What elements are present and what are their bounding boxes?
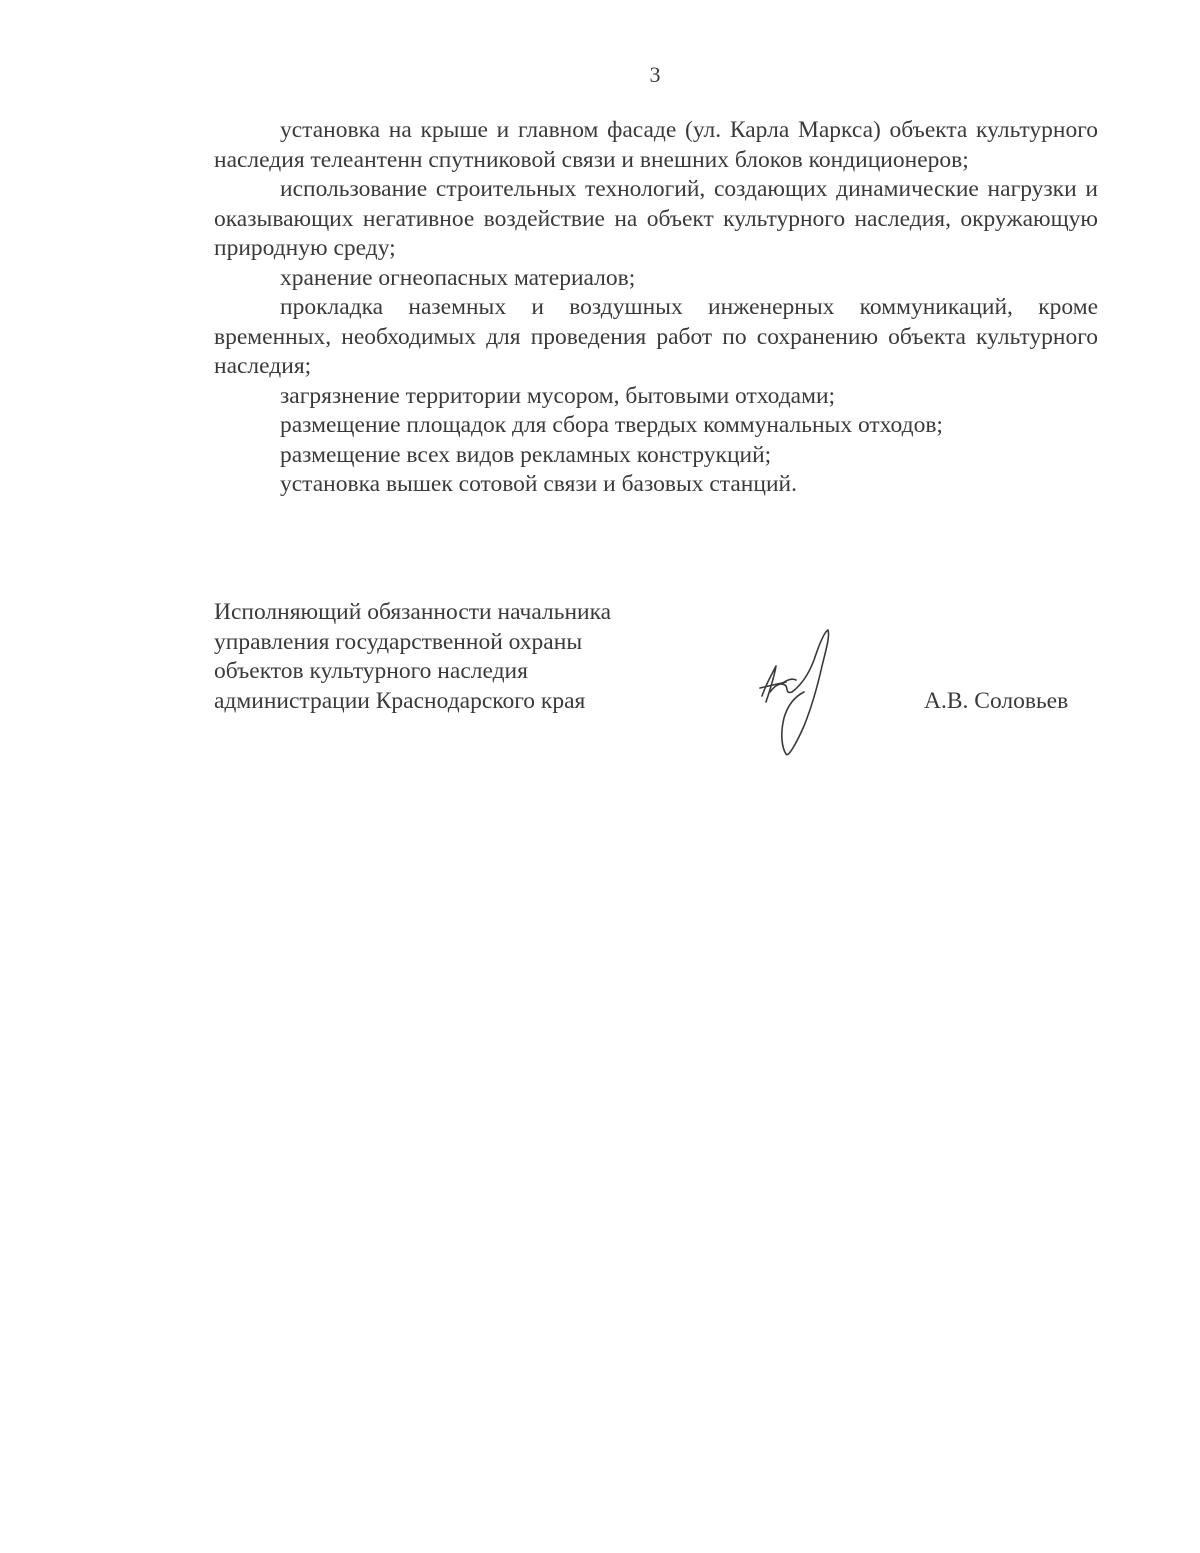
paragraph-1: установка на крыше и главном фасаде (ул. Карла Маркса) объекта культурного наследия телеантенн спутниковой связи и внешних блоков кондиционеров; xyxy=(214,117,1098,173)
paragraph-5: загрязнение территории мусором, бытовыми отходами; xyxy=(280,382,836,409)
document-body xyxy=(214,116,1098,500)
signer-position xyxy=(214,598,684,716)
paragraph-2: использование строительных технологий, создающих динамические нагрузки и оказывающих негативное воздействие на объект культурного наследия, окружающую природную среду; xyxy=(214,176,1098,261)
paragraph-3: хранение огнеопасных материалов; xyxy=(280,264,636,291)
signer-position-line-1: Исполняющий обязанности начальника xyxy=(214,599,612,625)
page-number: 3 xyxy=(649,62,661,87)
paragraph-6: размещение площадок для сбора твердых коммунальных отходов; xyxy=(280,412,943,438)
paragraph-4: прокладка наземных и воздушных инженерных коммуникаций, кроме временных, необходимых для проведения работ по сохранению объекта культурного наследия; xyxy=(214,294,1098,379)
signer-position-line-4: администрации Краснодарского края xyxy=(214,687,586,714)
signer-position-line-2: управления государственной охраны xyxy=(214,628,583,655)
signer-position-line-3: объектов культурного наследия xyxy=(214,658,528,684)
handwritten-signature-icon xyxy=(752,626,842,766)
paragraph-7: размещение всех видов рекламных конструкций; xyxy=(280,441,772,468)
signature-block xyxy=(214,598,1098,768)
paragraph-8: установка вышек сотовой связи и базовых станций. xyxy=(280,471,797,497)
signer-name: А.В. Соловьев xyxy=(924,688,1069,714)
